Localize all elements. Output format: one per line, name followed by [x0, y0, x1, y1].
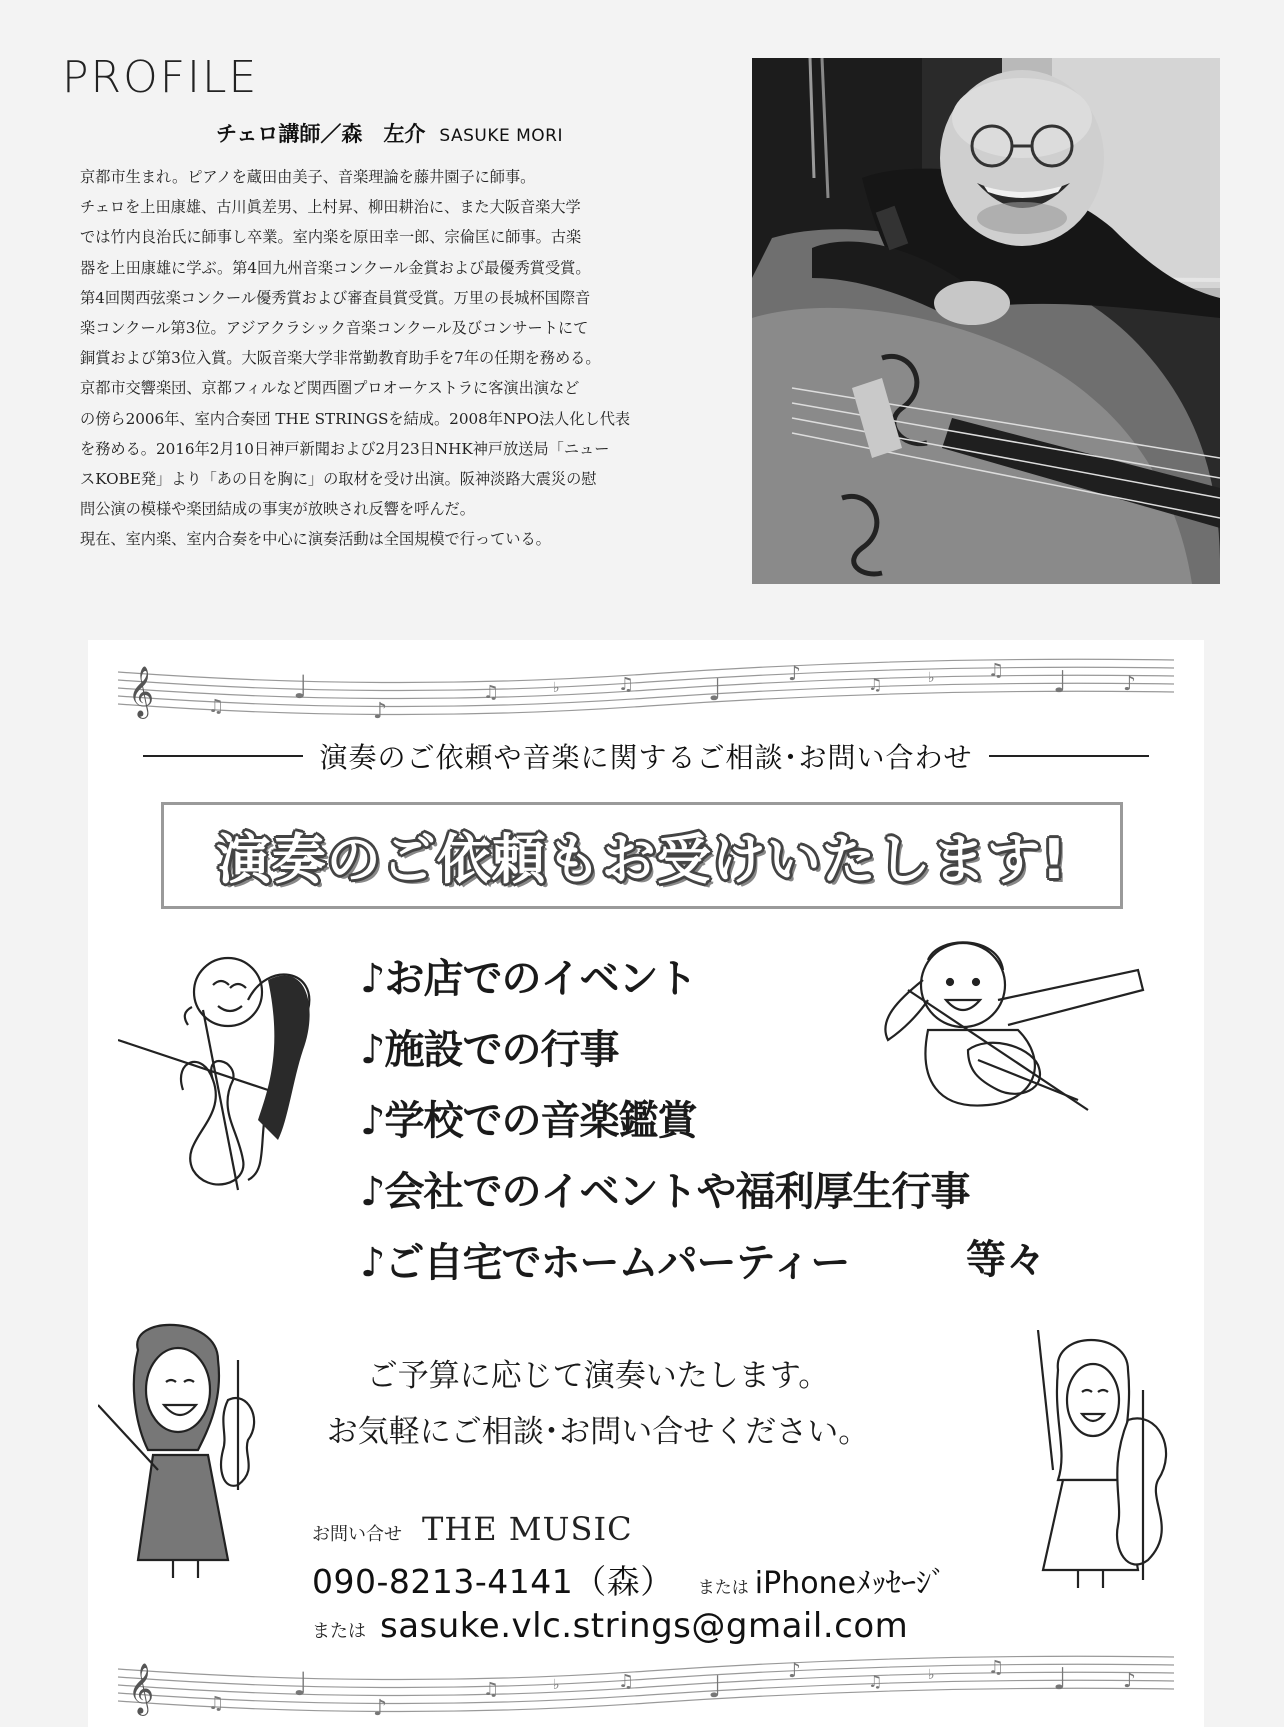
- svg-text:♪: ♪: [373, 699, 388, 724]
- or-label: または: [697, 1578, 749, 1598]
- svg-text:𝄞: 𝄞: [128, 666, 155, 717]
- music-staff-top: [88, 640, 1204, 730]
- bio-line: 器を上田康雄に学ぶ。第4回九州音楽コンクール金賞および最優秀賞受賞。: [80, 258, 591, 277]
- svg-text:♩: ♩: [1053, 665, 1068, 700]
- svg-text:♫: ♫: [208, 1693, 225, 1714]
- svg-text:♫: ♫: [868, 1672, 883, 1691]
- bio-line: 京都市交響楽団、京都フィルなど関西圏プロオーケストラに客演出演など: [80, 379, 580, 398]
- svg-text:♭: ♭: [928, 670, 935, 686]
- teacher-name-en: SASUKE MORI: [439, 126, 564, 146]
- bio-line: 現在、室内楽、室内合奏を中心に演奏活動は全国規模で行っている。: [80, 530, 551, 549]
- bio-line: を務める。2016年2月10日神戸新聞および2月23日NHK神戸放送局「ニュー: [80, 439, 610, 458]
- email-address[interactable]: sasuke.vlc.strings@gmail.com: [380, 1606, 909, 1646]
- bio-line: スKOBE発」より「あの日を胸に」の取材を受け出演。阪神淡路大震災の慰: [80, 470, 597, 489]
- inquiry-line: [312, 1510, 1072, 1550]
- profile-heading: PROFILE: [62, 52, 259, 103]
- svg-text:♫: ♫: [483, 682, 500, 703]
- organization-name: THE MUSIC: [422, 1510, 633, 1548]
- svg-text:♫: ♫: [868, 675, 883, 694]
- svg-text:♪: ♪: [373, 1696, 388, 1721]
- service-item: ♪会社でのイベントや福利厚生行事: [360, 1169, 970, 1215]
- service-item: ♪お店でのイベント: [360, 956, 697, 1002]
- bio-line: では竹内良治氏に師事し卒業。室内楽を原田幸一郎、宗倫匡に師事。古楽: [80, 228, 582, 247]
- svg-text:♫: ♫: [988, 1657, 1005, 1678]
- svg-text:♪: ♪: [788, 661, 801, 685]
- bio-line: 楽コンクール第3位。アジアクラシック音楽コンクール及びコンサートにて: [80, 319, 589, 338]
- etc-label: 等々: [966, 1237, 1046, 1283]
- svg-text:♫: ♫: [618, 674, 635, 695]
- teacher-name-jp: チェロ講師／森 左介: [216, 122, 426, 146]
- svg-text:♪: ♪: [1123, 1668, 1136, 1692]
- banner-text: 演奏のご依頼もお受けいたします!: [216, 828, 1068, 891]
- teacher-name: [216, 118, 563, 148]
- cellist-photo: [752, 58, 1220, 584]
- bio-line: 銅賞および第3位入賞。大阪音楽大学非常勤教育助手を7年の任期を務める。: [80, 349, 601, 368]
- budget-message: [288, 1348, 908, 1460]
- phone-line: [312, 1556, 1072, 1600]
- svg-text:♭: ♭: [928, 1667, 935, 1683]
- violinist-girl-illustration: [98, 1320, 278, 1580]
- contact-panel: [88, 640, 1204, 1727]
- svg-text:♭: ♭: [553, 1677, 560, 1693]
- svg-text:♩: ♩: [293, 668, 309, 706]
- bio-line: 問公演の模様や楽団結成の事実が放映され反響を呼んだ。: [80, 500, 475, 519]
- svg-text:♫: ♫: [208, 696, 225, 717]
- svg-text:♩: ♩: [293, 1665, 309, 1703]
- svg-text:♪: ♪: [1123, 671, 1136, 695]
- contact-heading: [88, 736, 1204, 776]
- svg-text:♩: ♩: [708, 1670, 723, 1705]
- budget-line: お気軽にご相談･お問い合せください。: [326, 1414, 870, 1450]
- cellist-doodle-illustration: [118, 940, 318, 1200]
- service-item: ♪ご自宅でホームパーティー: [360, 1240, 850, 1286]
- heading-rule-left: [143, 755, 303, 757]
- or-label: または: [312, 1621, 366, 1642]
- performance-banner: [161, 802, 1123, 909]
- svg-text:♫: ♫: [988, 660, 1005, 681]
- svg-text:♩: ♩: [1053, 1662, 1068, 1697]
- bio-line: 第4回関西弦楽コンクール優秀賞および審査員賞受賞。万里の長城杯国際音: [80, 288, 591, 307]
- svg-text:♫: ♫: [618, 1671, 635, 1692]
- music-staff-bottom: [88, 1637, 1204, 1727]
- service-item: ♪学校での音楽鑑賞: [360, 1098, 697, 1144]
- service-item: ♪施設での行事: [360, 1027, 619, 1073]
- profile-bio: [80, 162, 708, 555]
- contact-info: [312, 1510, 1072, 1646]
- svg-text:♪: ♪: [788, 1658, 801, 1682]
- inquiry-label: お問い合せ: [312, 1524, 402, 1545]
- contact-heading-text: 演奏のご依頼や音楽に関するご相談･お問い合わせ: [319, 741, 973, 774]
- bio-line: チェロを上田康雄、古川眞差男、上村昇、柳田耕治に、また大阪音楽大学: [80, 198, 581, 217]
- bio-line: 京都市生まれ。ピアノを蔵田由美子、音楽理論を藤井園子に師事。: [80, 168, 536, 186]
- phone-number[interactable]: 090-8213-4141（森）: [312, 1562, 674, 1601]
- svg-text:𝄞: 𝄞: [128, 1663, 155, 1714]
- iphone-message-label: iPhoneﾒｯｾｰｼﾞ: [754, 1566, 947, 1601]
- svg-text:♭: ♭: [553, 680, 560, 696]
- svg-text:♫: ♫: [483, 1679, 500, 1700]
- heading-rule-right: [989, 755, 1149, 757]
- svg-text:♩: ♩: [708, 673, 723, 708]
- budget-line: ご予算に応じて演奏いたします。: [366, 1358, 830, 1394]
- bio-line: の傍ら2006年、室内合奏団 THE STRINGSを結成。2008年NPO法人化し代表: [80, 409, 631, 428]
